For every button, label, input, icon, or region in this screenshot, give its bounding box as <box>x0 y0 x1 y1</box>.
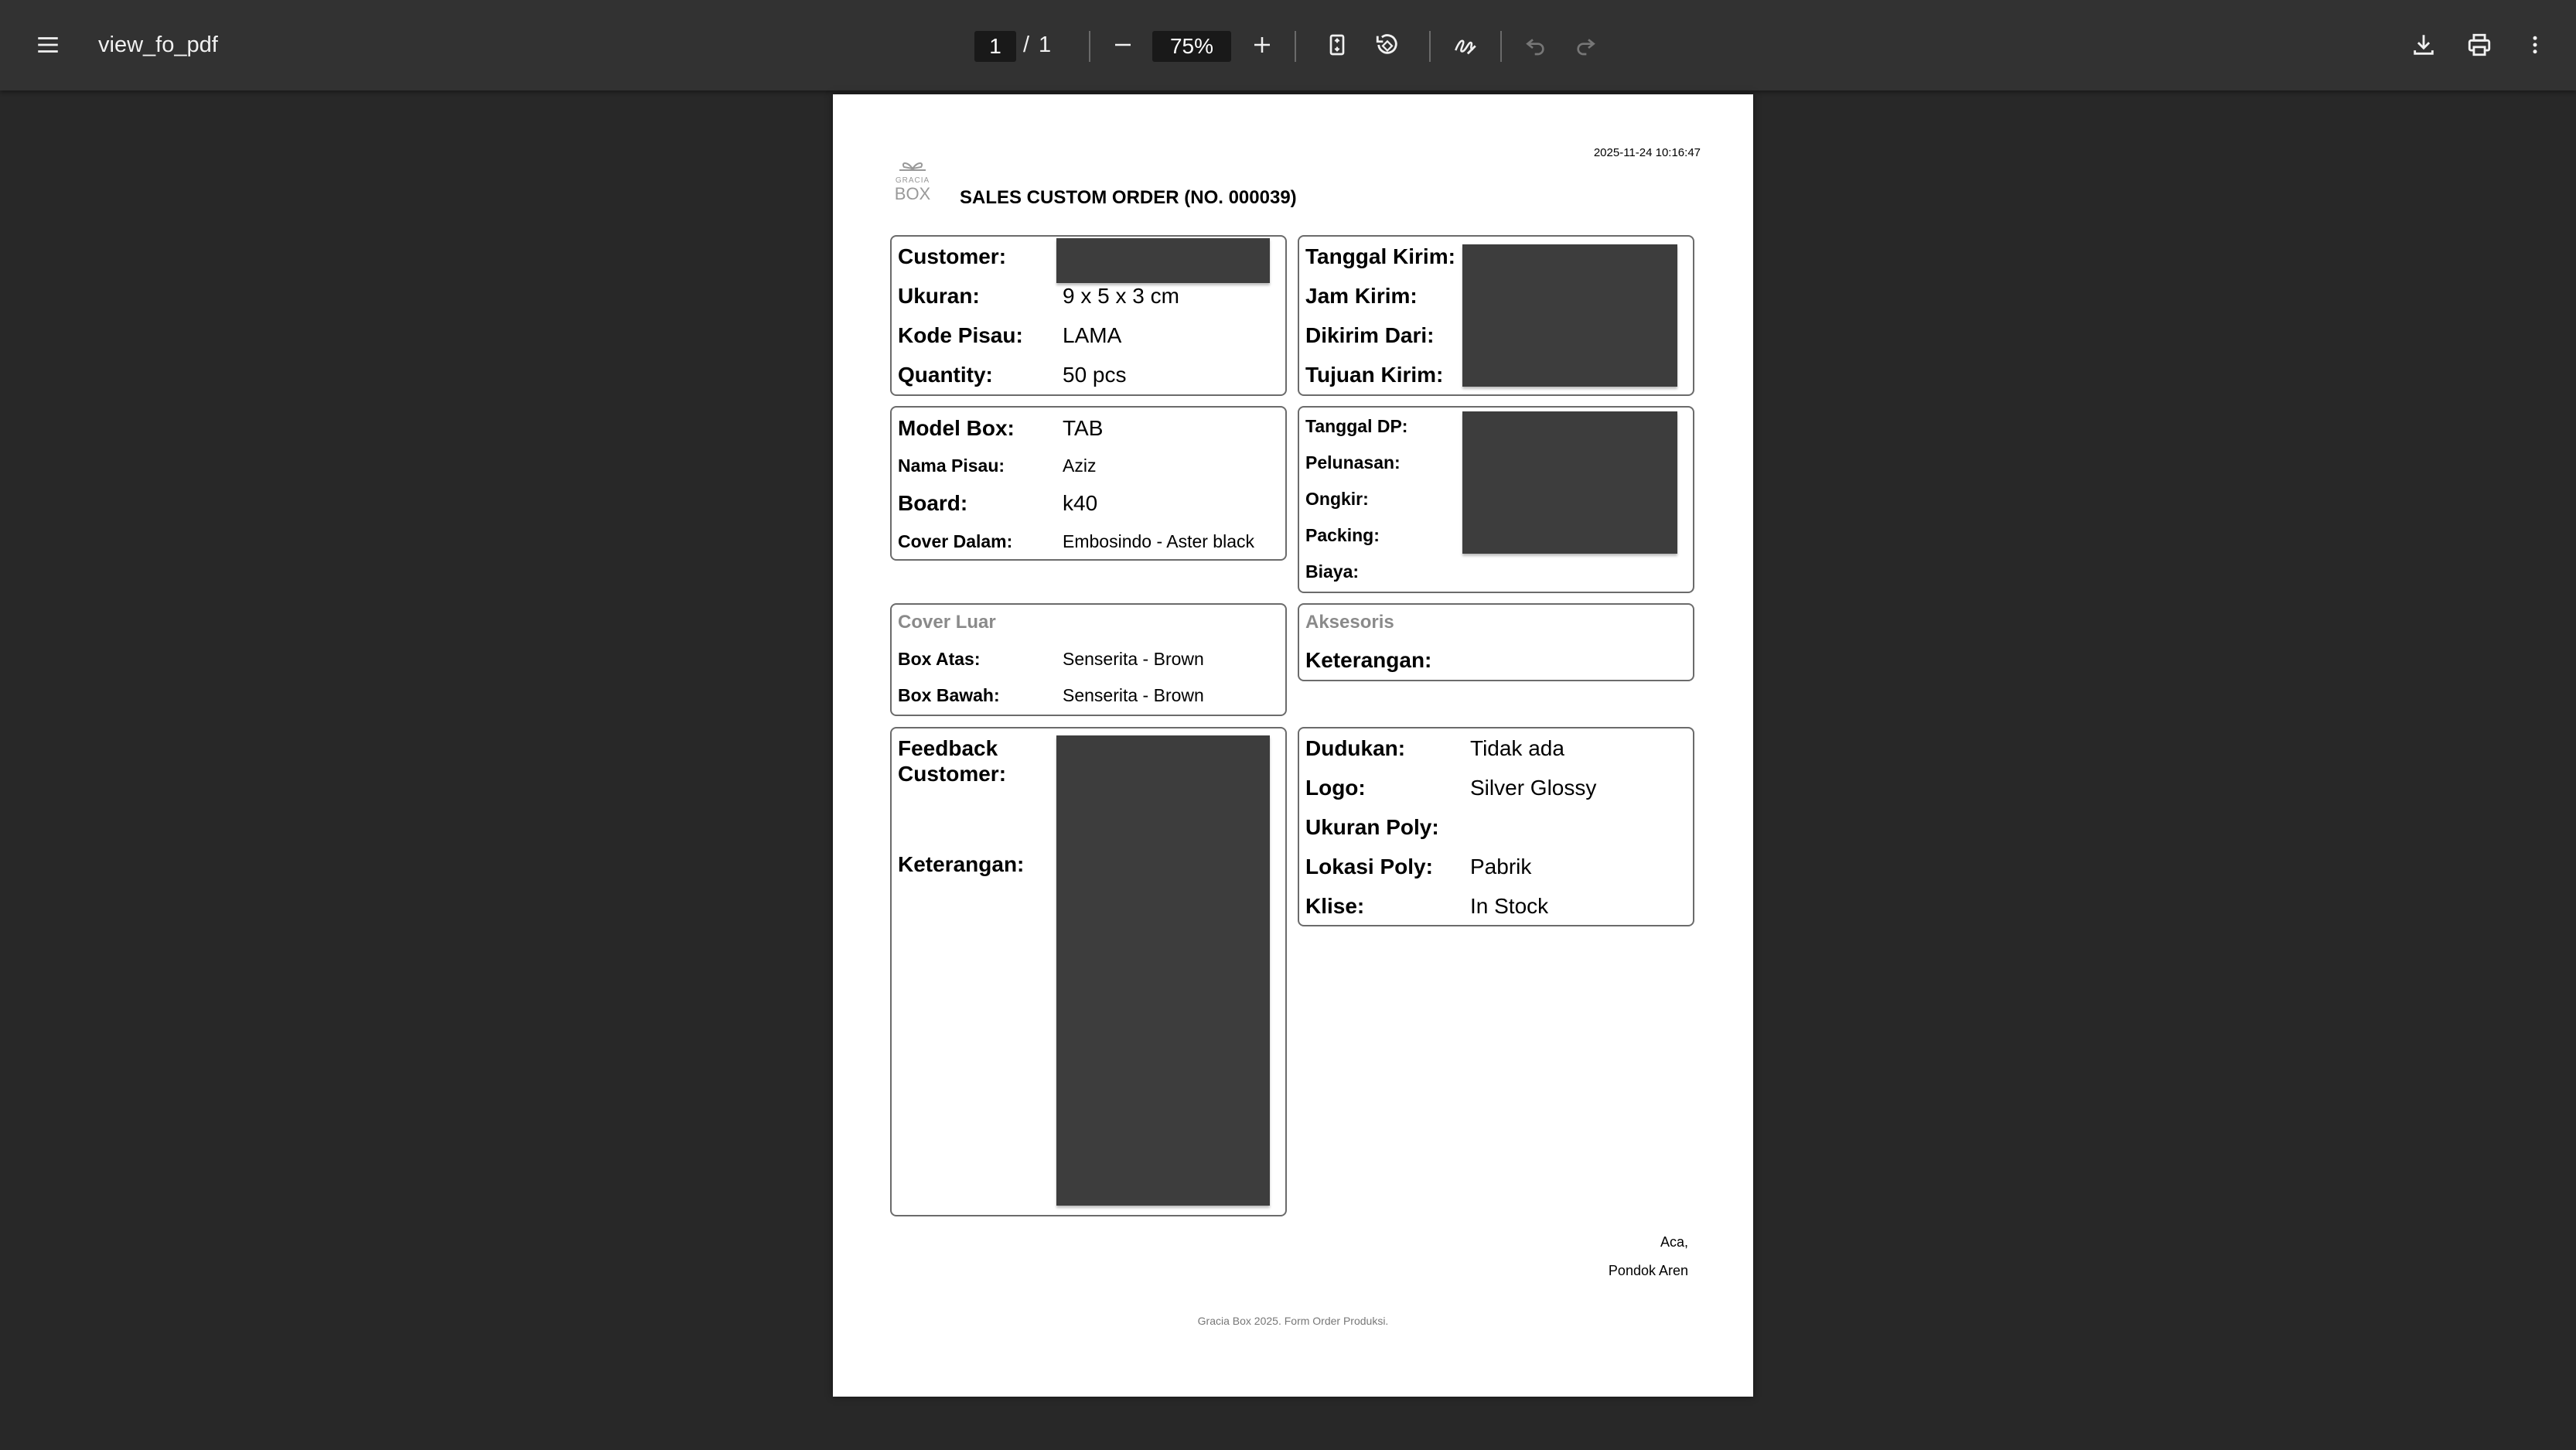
menu-icon <box>35 32 61 58</box>
feedback-label-line2: Customer: <box>898 762 1007 786</box>
dudukan-label: Dudukan: <box>1305 736 1406 760</box>
download-button[interactable] <box>2396 17 2451 73</box>
lokasi-poly-value: Pabrik <box>1470 855 1532 879</box>
document-title-heading: SALES CUSTOM ORDER (NO. 000039) <box>960 187 1297 208</box>
signature-place: Pondok Aren <box>1608 1263 1688 1278</box>
cover-dalam-label: Cover Dalam: <box>898 531 1013 551</box>
minus-icon <box>1111 33 1134 56</box>
annotate-icon <box>1452 32 1479 58</box>
rotate-button[interactable] <box>1360 17 1415 73</box>
company-logo <box>893 158 932 206</box>
logo-label: Logo: <box>1305 776 1366 800</box>
toolbar-divider <box>1500 31 1502 62</box>
download-icon <box>2411 32 2437 58</box>
plus-icon <box>1250 33 1274 56</box>
cover-dalam-value: Embosindo - Aster black <box>1063 531 1255 551</box>
aksesoris-keterangan-label: Keterangan: <box>1305 648 1432 672</box>
board-label: Board: <box>898 491 968 515</box>
logo-value: Silver Glossy <box>1470 776 1597 800</box>
box-bawah-label: Box Bawah: <box>898 685 1000 705</box>
model-box-label: Model Box: <box>898 416 1015 440</box>
redo-icon <box>1573 32 1598 57</box>
redo-button[interactable] <box>1558 17 1613 73</box>
ukuran-poly-label: Ukuran Poly: <box>1305 815 1439 839</box>
fit-page-icon <box>1325 32 1349 57</box>
print-timestamp: 2025-11-24 10:16:47 <box>1593 146 1701 159</box>
zoom-input[interactable]: 75% <box>1152 31 1231 62</box>
jam-kirim-label: Jam Kirim: <box>1305 284 1418 308</box>
page-separator: / <box>1022 32 1030 57</box>
cover-luar-heading: Cover Luar <box>898 612 996 633</box>
feedback-keterangan-label: Keterangan: <box>898 852 1025 876</box>
redacted-feedback <box>1056 735 1270 1206</box>
klise-label: Klise: <box>1305 894 1365 918</box>
print-button[interactable] <box>2451 17 2507 73</box>
dudukan-value: Tidak ada <box>1470 736 1564 760</box>
fit-page-button[interactable] <box>1309 17 1365 73</box>
menu-button[interactable] <box>20 17 76 73</box>
total-pages: 1 <box>1039 32 1052 57</box>
more-options-button[interactable] <box>2507 17 2563 73</box>
tanggal-kirim-label: Tanggal Kirim: <box>1305 244 1455 268</box>
quantity-value: 50 pcs <box>1063 363 1127 387</box>
nama-pisau-label: Nama Pisau: <box>898 455 1005 476</box>
toolbar-divider <box>1089 31 1090 62</box>
tujuan-kirim-label: Tujuan Kirim: <box>1305 363 1444 387</box>
rotate-icon <box>1374 32 1401 58</box>
pdf-toolbar <box>0 0 2576 90</box>
packing-label: Packing: <box>1305 525 1380 545</box>
zoom-out-button[interactable] <box>1095 17 1151 73</box>
toolbar-divider <box>1429 31 1431 62</box>
box-bawah-value: Senserita - Brown <box>1063 685 1204 705</box>
document-footer: Gracia Box 2025. Form Order Produksi. <box>1197 1315 1389 1327</box>
pelunasan-label: Pelunasan: <box>1305 452 1401 473</box>
kode-pisau-label: Kode Pisau: <box>898 323 1023 347</box>
board-value: k40 <box>1063 491 1098 515</box>
nama-pisau-value: Aziz <box>1063 455 1097 476</box>
redacted-shipping <box>1462 244 1677 387</box>
more-vertical-icon <box>2523 33 2547 56</box>
aksesoris-heading: Aksesoris <box>1305 612 1394 633</box>
tanggal-dp-label: Tanggal DP: <box>1305 416 1408 436</box>
biaya-label: Biaya: <box>1305 561 1360 582</box>
redacted-payment <box>1462 411 1677 554</box>
annotate-button[interactable] <box>1438 17 1493 73</box>
toolbar-divider <box>1295 31 1296 62</box>
logo-text-bottom: BOX <box>894 184 931 203</box>
customer-label: Customer: <box>898 244 1007 268</box>
ukuran-value: 9 x 5 x 3 cm <box>1063 284 1179 308</box>
logo-text-top: GRACIA <box>895 176 930 185</box>
box-atas-label: Box Atas: <box>898 649 981 669</box>
klise-value: In Stock <box>1470 894 1549 918</box>
ukuran-label: Ukuran: <box>898 284 980 308</box>
zoom-in-button[interactable] <box>1234 17 1290 73</box>
print-icon <box>2466 32 2492 58</box>
kode-pisau-value: LAMA <box>1063 323 1122 347</box>
dikirim-dari-label: Dikirim Dari: <box>1305 323 1435 347</box>
ongkir-label: Ongkir: <box>1305 489 1369 509</box>
lokasi-poly-label: Lokasi Poly: <box>1305 855 1433 879</box>
quantity-label: Quantity: <box>898 363 993 387</box>
gift-ribbon-icon <box>893 158 932 173</box>
feedback-label-line1: Feedback <box>898 736 998 760</box>
redacted-customer <box>1056 238 1270 283</box>
box-atas-value: Senserita - Brown <box>1063 649 1204 669</box>
page-number-input[interactable]: 1 <box>974 31 1016 62</box>
undo-icon <box>1523 32 1548 57</box>
signature-name: Aca, <box>1660 1234 1688 1250</box>
model-box-value: TAB <box>1063 416 1104 440</box>
pdf-page <box>833 94 1753 1397</box>
document-title: view_fo_pdf <box>98 32 218 57</box>
undo-button[interactable] <box>1508 17 1564 73</box>
